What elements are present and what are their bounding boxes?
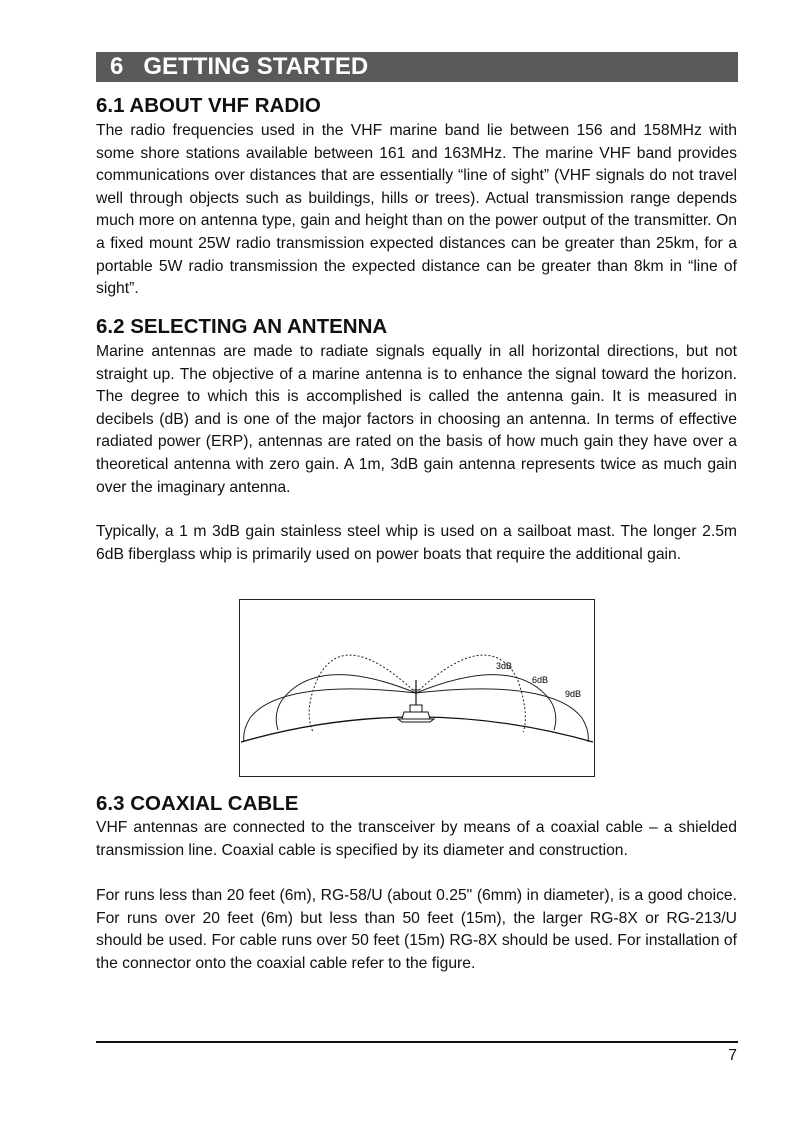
selecting-antenna-paragraph-1: Marine antennas are made to radiate signals equally in all horizontal directions, but not straight up. The objective of a marine antenna is to enhance the signal toward the horizon. The degree to which this is accomplished is called the antenna gain. It is measured in decibels (dB) and is one of the major factors in choosing an antenna. In terms of effective radiated power (ERP), antennas are rated on the basis of how much gain they have over a theoretical antenna with zero gain. A 1m, 3dB gain antenna represents twice as much gain over the imaginary antenna. — [96, 343, 737, 496]
about-vhf-radio-paragraph: The radio frequencies used in the VHF marine band lie between 156 and 158MHz with some shore stations available between 161 and 163MHz. The marine VHF band provides communications over distances that are essentially “line of sight” (VHF signals do not travel well through objects such as buildings, hills or trees). Actual transmission range depends much more on antenna type, gain and height than on the power output of the transmitter. On a fixed mount 25W radio transmission expected distances can be greater than 25km, for a portable 5W radio transmission the expected distance can be greater than 8km in “line of sight”. — [96, 122, 737, 298]
chapter-title: GETTING STARTED — [143, 53, 369, 80]
page-number: 7 — [728, 1047, 737, 1064]
coaxial-cable-paragraph-1: VHF antennas are connected to the transceiver by means of a coaxial cable – a shielded transmission line. Coaxial cable is specified by its diameter and construction. — [96, 819, 737, 859]
label-3db: 3dB — [496, 661, 513, 671]
boat-icon — [398, 705, 434, 722]
selecting-antenna-paragraph-2: Typically, a 1 m 3dB gain stainless steel whip is used on a sailboat mast. The longer 2.5m 6dB fiberglass whip is primarily used on power boats that require the additional gain. — [96, 523, 737, 563]
section-heading-about-vhf-radio: 6.1 ABOUT VHF RADIO — [96, 94, 321, 117]
footer-rule — [96, 1041, 738, 1043]
label-6db: 6dB — [532, 675, 549, 685]
section-heading-selecting-antenna: 6.2 SELECTING AN ANTENNA — [96, 315, 388, 338]
label-9db: 9dB — [565, 689, 582, 699]
antenna-gain-diagram — [240, 600, 594, 776]
section-heading-coaxial-cable: 6.3 COAXIAL CABLE — [96, 792, 299, 815]
coaxial-cable-paragraph-2: For runs less than 20 feet (6m), RG-58/U (about 0.25" (6mm) in diameter), is a good choice. For runs over 20 feet (6m) but less than 50 feet (15m), the larger RG-8X or RG-213/U should be used. For cable runs over 50 feet (15m) RG-8X should be used. For installation of the connector onto the coaxial cable refer to the figure. — [96, 887, 737, 972]
antenna-gain-figure — [239, 599, 595, 777]
chapter-title-bar — [96, 52, 738, 82]
gain-pattern-6db — [276, 675, 416, 730]
chapter-number: 6 — [110, 53, 124, 80]
